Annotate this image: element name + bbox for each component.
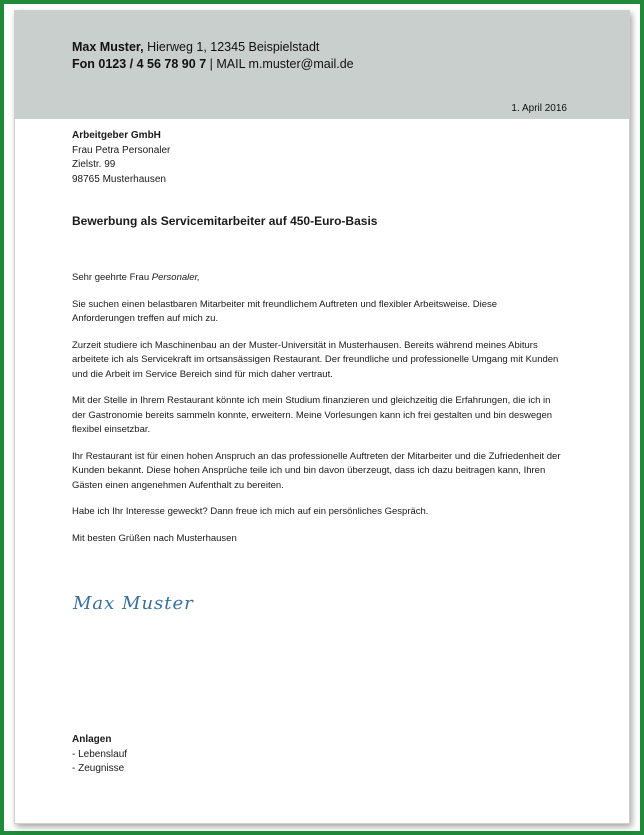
handwritten-signature: Max Muster (73, 593, 194, 614)
mail-label: | MAIL (209, 57, 246, 71)
sender-name: Max Muster (72, 40, 141, 54)
paragraph: Ihr Restaurant ist für einen hohen Anspruch an das professionelle Auftreten der Mitarbeiter und die Zufriedenheit der Kunden bekannt. Diese hohen Ansprüche teile ich und bin davon überzeugt, dass ich dazu beitragen kann, Ihren Gästen einen angenehmen Aufenthalt zu bereiten. (72, 450, 561, 491)
fon-label: Fon (72, 57, 95, 71)
letter-body (72, 271, 562, 558)
letter-subject: Bewerbung als Servicemitarbeiter auf 450-Euro-Basis (72, 214, 378, 228)
contact-line (72, 57, 354, 71)
letter-page (14, 10, 630, 824)
email-address: m.muster@mail.de (248, 57, 354, 71)
paragraph: Mit der Stelle in Ihrem Restaurant könnte ich mein Studium finanzieren und gleichzeitig die Erfahrungen, die ich in der Gastronomie bereits sammeln konnte, erweitern. Meine Vorlesungen kann ich frei gestalten und bin deswegen flexibel einsetzbar. (72, 395, 553, 435)
recipient-company: Arbeitgeber GmbH (72, 130, 161, 141)
closing: Mit besten Grüßen nach Musterhausen (72, 532, 237, 544)
recipient-city: 98765 Musterhausen (72, 173, 166, 185)
attachments-block (72, 733, 127, 777)
salutation (72, 271, 562, 286)
letter-header (15, 11, 629, 119)
salutation-prefix: Sehr geehrte Frau (72, 272, 150, 283)
recipient-block (72, 129, 170, 187)
sender-address: Hierweg 1, 12345 Beispielstadt (147, 40, 320, 54)
paragraph: Zurzeit studiere ich Maschinenbau an der Muster-Universität in Musterhausen. Bereits während meines Abiturs arbeitete ich als Servicekraft im ortsansässigen Restaurant. Der freundliche und professionelle Umgang mit Kunden und die Arbeit im Service Bereich sind für mich daher vertraut. (72, 339, 559, 380)
recipient-contact: Frau Petra Personaler (72, 144, 171, 156)
recipient-street: Zielstr. 99 (72, 159, 116, 170)
attachment-item: - Lebenslauf (72, 748, 128, 760)
paragraph: Habe ich Ihr Interesse geweckt? Dann freue ich mich auf ein persönliches Gespräch. (72, 506, 429, 517)
paragraph: Sie suchen einen belastbaren Mitarbeiter mit freundlichem Auftreten und flexibler Arbeitsweise. Diese Anforderungen treffen auf mich zu. (72, 298, 498, 324)
attachment-item: - Zeugnisse (72, 763, 125, 774)
sender-line: Max Muster, Hierweg 1, 12345 Beispielstadt (72, 40, 320, 54)
salutation-name: Personaler, (151, 272, 200, 283)
letter-date: 1. April 2016 (511, 103, 567, 114)
fon-number: 0123 / 4 56 78 90 7 (98, 57, 207, 71)
attachments-title: Anlagen (72, 734, 112, 745)
